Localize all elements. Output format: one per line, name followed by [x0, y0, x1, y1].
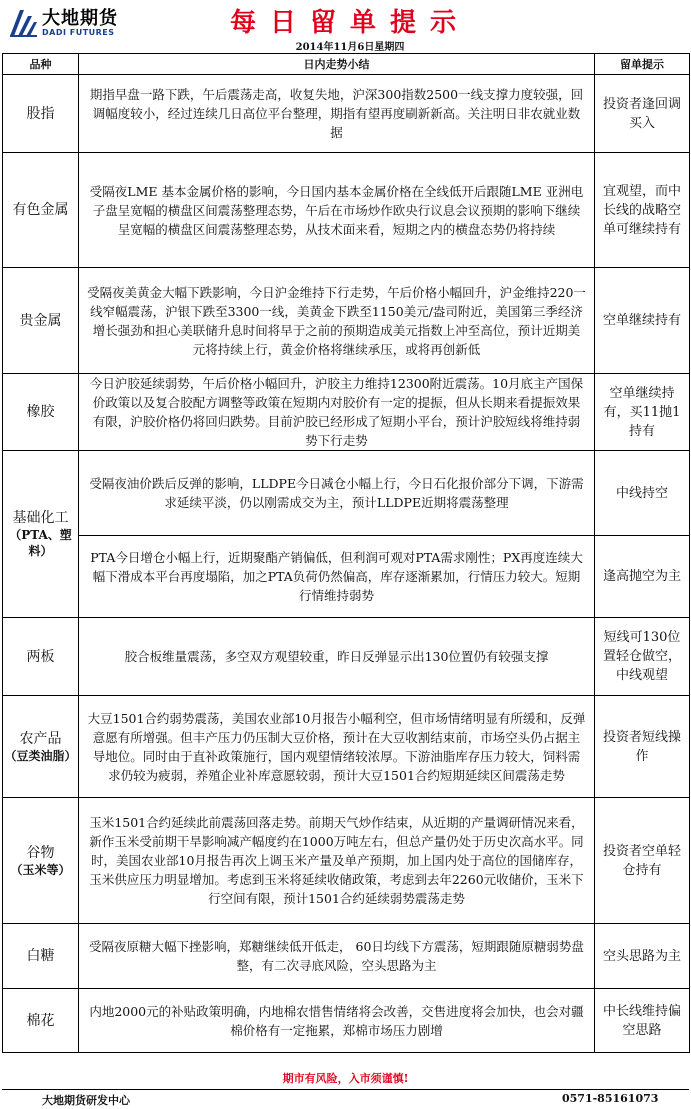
row-category: 股指: [3, 75, 79, 153]
row-advice: 中线持空: [595, 451, 690, 536]
category-name: 农产品: [19, 730, 62, 747]
row-summary: 玉米1501合约延续此前震荡回落走势。前期天气炒作结束，从近期的产量调研情况来看，新作玉米受前期干旱影响减产幅度约在1000万吨左右，但总产量仍处于历史次高水平。同时，美国农业部10月报告再次上调玉米产量及单产预期，加上国内处于高位的国储库存，玉米供应压力明显增加。考虑到玉米将延续收储政策，考虑到去年2260元收储价，玉米下行空间有限，预计1501合约延续弱势震荡走势: [79, 798, 595, 924]
row-advice: 中长线维持偏空思路: [595, 989, 690, 1053]
category-sub: （PTA、塑料）: [9, 528, 72, 558]
row-summary: 胶合板维量震荡，多空双方观望较重，昨日反弹显示出130位置仍有较强支撑: [79, 618, 595, 696]
logo-english-name: DADI FUTURES: [42, 28, 115, 37]
risk-notice: 期市有风险，入市须谨慎!: [282, 1072, 409, 1085]
row-category: 橡胶: [3, 374, 79, 451]
table-row: [3, 618, 690, 696]
footer-organization: 大地期货研发中心: [42, 1094, 130, 1107]
table-row: [3, 989, 690, 1053]
column-header-advice: 留单提示: [595, 54, 690, 75]
row-advice: 投资者短线操作: [595, 696, 690, 798]
row-advice: 短线可130位置轻仓做空，中线观望: [595, 618, 690, 696]
column-header-variety: 品种: [3, 54, 79, 75]
table-row: [3, 451, 690, 536]
table-row: [3, 374, 690, 451]
column-header-summary: 日内走势小结: [79, 54, 595, 75]
page-title: 每日留单提示: [229, 8, 470, 38]
report-date: 2014年11月6日星期四: [295, 42, 405, 53]
row-advice: 投资者逢回调买入: [595, 75, 690, 153]
daily-advice-table: [2, 53, 690, 1053]
row-summary: 受隔夜美黄金大幅下跌影响，今日沪金维持下行走势，午后价格小幅回升，沪金维持220一线窄幅震荡，沪银下跌至3300一线，美黄金下跌至1150美元/盎司附近，美国第三季经济增长强劲和担心美联储升息时间将早于之前的预期造成美元指数上冲至高位，预计近期美元将持续上行，黄金价格将继续承压，或将再创新低: [79, 268, 595, 374]
row-summary: 受隔夜LME 基本金属价格的影响，今日国内基本金属价格在全线低开后跟随LME 亚洲电子盘呈宽幅的横盘区间震荡整理态势，午后在市场炒作欧央行议息会议预期的影响下继续呈宽幅的横盘区间震荡整理态势，从技术面来看，短期之内的横盘态势仍将持续: [79, 153, 595, 268]
row-category: [3, 696, 79, 798]
row-category: 贵金属: [3, 268, 79, 374]
footer-phone: 0571-85161073: [562, 1092, 659, 1105]
row-summary: 内地2000元的补贴政策明确，内地棉农惜售情绪将会改善，交售进度将会加快，也会对疆棉价格有一定拖累，郑棉市场压力剧增: [79, 989, 595, 1053]
row-category: 白糖: [3, 924, 79, 989]
category-name: 谷物: [26, 844, 55, 861]
category-sub: （豆类油脂）: [4, 748, 77, 763]
category-sub: （玉米等）: [10, 862, 71, 877]
row-summary: 大豆1501合约弱势震荡，美国农业部10月报告小幅利空，但市场情绪明显有所缓和，反弹意愿有所增强。但丰产压力仍压制大豆价格，预计在大豆收割结束前，市场空头仍占据主导地位。同时由于直补政策施行，国内观望情绪较浓厚。下游油脂库存压力较大，饲料需求仍较为疲弱，养殖企业补库意愿较弱，预计大豆1501合约短期延续区间震荡走势: [79, 696, 595, 798]
row-category: [3, 798, 79, 924]
table-header-row: [3, 54, 690, 75]
category-name: 基础化工: [12, 510, 69, 526]
table-row: [3, 798, 690, 924]
logo-mark-icon: [8, 6, 38, 38]
row-advice: 空头思路为主: [595, 924, 690, 989]
row-advice: 宜观望，而中长线的战略空单可继续持有: [595, 153, 690, 268]
row-summary: 今日沪胶延续弱势，午后价格小幅回升，沪胶主力维持12300附近震荡。10月底主产国保价政策以及复合胶配方调整等政策在短期内对胶价有一定的提振，但从长期来看提振效果有限，沪胶价格仍将回归跌势。目前沪胶已经形成了短期小平台，预计沪胶短线将维持弱势下行走势: [79, 374, 595, 451]
table-row: [3, 696, 690, 798]
row-advice: 投资者空单轻仓持有: [595, 798, 690, 924]
table-row: [3, 268, 690, 374]
row-category: 有色金属: [3, 153, 79, 268]
company-logo: [8, 4, 126, 42]
table-row: [3, 924, 690, 989]
table-row: [3, 153, 690, 268]
logo-chinese-name: 大地期货: [42, 8, 118, 29]
table-row: [3, 536, 690, 618]
row-category: 棉花: [3, 989, 79, 1053]
footer-bar: [2, 1089, 689, 1108]
row-summary: 受隔夜原糖大幅下挫影响，郑糖继续低开低走， 60日均线下方震荡，短期跟随原糖弱势盘整，有二次寻底风险，空头思路为主: [79, 924, 595, 989]
row-category: [3, 451, 79, 618]
table-row: [3, 75, 690, 153]
row-summary: PTA今日增仓小幅上行，近期聚酯产销偏低，但利润可观对PTA需求刚性；PX再度连续大幅下滑成本平台再度塌陷，加之PTA负荷仍然偏高，库存逐渐累加，行情压力较大。短期行情维持弱势: [79, 536, 595, 618]
row-advice: 逢高抛空为主: [595, 536, 690, 618]
page-header: [0, 0, 691, 55]
row-summary: 期指早盘一路下跌，午后震荡走高，收复失地，沪深300指数2500一线支撑力度较强，回调幅度较小，经过连续几日高位平台整理，期指有望再度刷新新高。关注明日非农就业数据: [79, 75, 595, 153]
row-summary: 受隔夜油价跌后反弹的影响，LLDPE今日减仓小幅上行，今日石化报价部分下调，下游需求延续平淡，仍以刚需成交为主，预计LLDPE近期将震荡整理: [79, 451, 595, 536]
row-advice: 空单继续持有，买11抛1持有: [595, 374, 690, 451]
row-category: 两板: [3, 618, 79, 696]
row-advice: 空单继续持有: [595, 268, 690, 374]
